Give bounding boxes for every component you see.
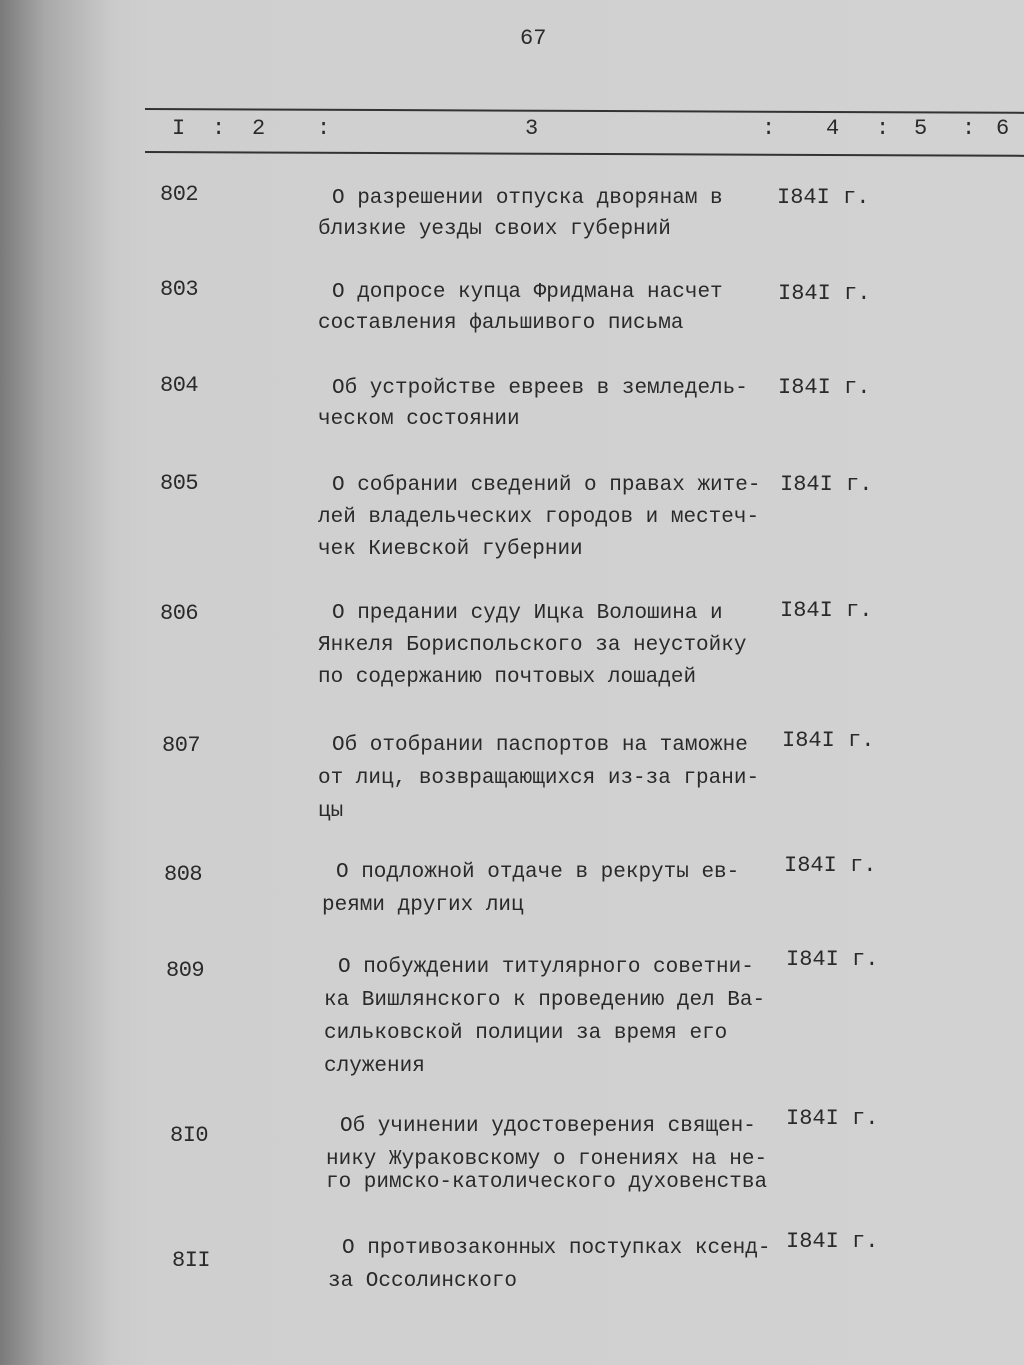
column-header-3: 3 <box>525 116 539 141</box>
entry-number: 806 <box>160 601 199 626</box>
header-rule-bottom <box>145 151 1024 157</box>
column-header-2: 2 <box>252 116 266 141</box>
entry-description-line: по содержанию почтовых лошадей <box>318 666 697 689</box>
entry-description-line: ка Вишлянского к проведению дел Ва- <box>324 989 766 1012</box>
entry-description-line: Об устройстве евреев в земледель- <box>332 377 748 400</box>
entry-description-line: Об учинении удостоверения священ- <box>340 1115 756 1138</box>
entry-description-line: цы <box>318 800 344 823</box>
column-header-separator: : <box>962 116 976 141</box>
entry-description-line: за Оссолинского <box>328 1270 518 1293</box>
entry-number: 808 <box>164 862 203 887</box>
entry-description-line: Янкеля Бориспольского за неустойку <box>318 634 747 657</box>
entry-number: 807 <box>162 733 201 758</box>
column-header-4: 4 <box>826 116 840 141</box>
entry-description-line: лей владельческих городов и местеч- <box>318 506 760 529</box>
entry-description-line: О собрании сведений о правах жите- <box>332 474 761 497</box>
entry-year: I84I г. <box>778 281 871 306</box>
entry-description-line: го римско-католического духовенства <box>326 1171 768 1194</box>
entry-year: I84I г. <box>784 853 877 878</box>
entry-description-line: реями других лиц <box>322 894 524 917</box>
entry-description-line: О разрешении отпуска дворянам в <box>332 187 723 210</box>
entry-description-line: нику Жураковскому о гонениях на не- <box>326 1148 768 1171</box>
entry-description-line: составления фальшивого письма <box>318 312 684 335</box>
column-header-6: 6 <box>996 116 1010 141</box>
entry-description-line: О предании суду Ицка Волошина и <box>332 602 723 625</box>
entry-description-line: служения <box>324 1055 425 1078</box>
entry-description-line: сильковской полиции за время его <box>324 1022 728 1045</box>
entry-number: 8II <box>172 1248 211 1273</box>
header-rule-top <box>145 108 1024 114</box>
entry-number: 8I0 <box>170 1123 209 1148</box>
entry-year: I84I г. <box>777 185 870 210</box>
entry-description-line: Об отобрании паспортов на таможне <box>332 734 748 757</box>
entry-description-line: чек Киевской губернии <box>318 538 583 561</box>
entry-description-line: О допросе купца Фридмана насчет <box>332 281 723 304</box>
column-header-5: 5 <box>914 116 928 141</box>
entry-year: I84I г. <box>786 1106 879 1131</box>
entry-number: 809 <box>166 958 205 983</box>
entry-year: I84I г. <box>786 1229 879 1254</box>
column-header-separator: : <box>317 116 331 141</box>
entry-number: 805 <box>160 471 199 496</box>
entry-year: I84I г. <box>778 375 871 400</box>
entry-year: I84I г. <box>780 598 873 623</box>
book-spine-shadow <box>0 0 110 1365</box>
entry-number: 802 <box>160 182 199 207</box>
entry-number: 804 <box>160 373 199 398</box>
column-header-separator: : <box>212 116 226 141</box>
column-header-separator: : <box>762 116 776 141</box>
entry-year: I84I г. <box>786 947 879 972</box>
entry-description-line: О побуждении титулярного советни- <box>338 956 754 979</box>
page-number: 67 <box>520 26 547 51</box>
entry-description-line: от лиц, возвращающихся из-за грани- <box>318 767 760 790</box>
column-header-1: I <box>172 116 186 141</box>
entry-description-line: О противозаконных поступках ксенд- <box>342 1237 771 1260</box>
entry-year: I84I г. <box>782 728 875 753</box>
entry-description-line: близкие уезды своих губерний <box>318 218 671 241</box>
entry-description-line: ческом состоянии <box>318 408 520 431</box>
entry-year: I84I г. <box>780 472 873 497</box>
entry-description-line: О подложной отдаче в рекруты ев- <box>336 861 740 884</box>
entry-number: 803 <box>160 277 199 302</box>
column-header-separator: : <box>876 116 890 141</box>
